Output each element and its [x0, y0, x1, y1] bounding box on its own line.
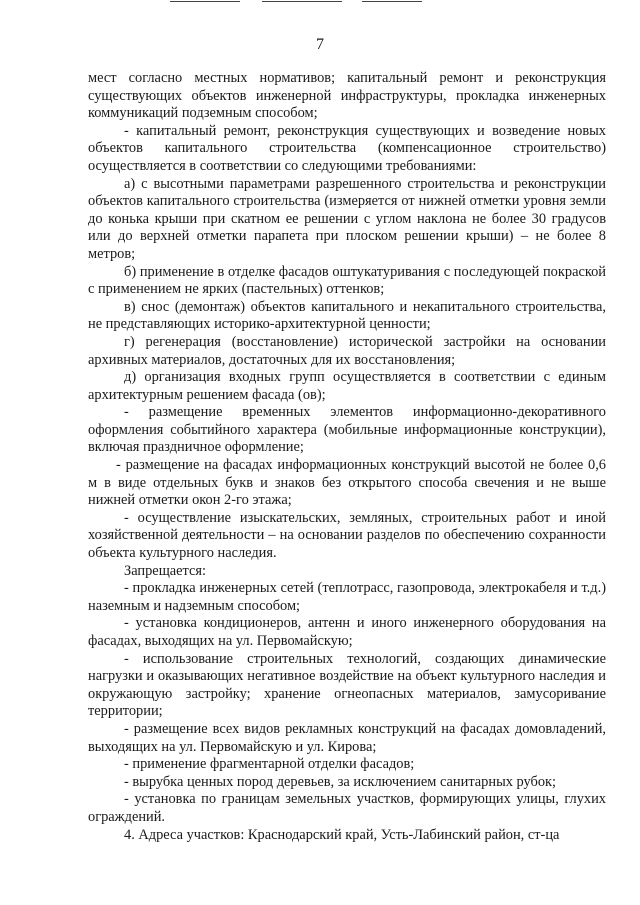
- requirement-v: в) снос (демонтаж) объектов капитального и некапитального строительства, не представляющих историко-архитектурной ценности;: [88, 298, 606, 333]
- paragraph-capital-repair: - капитальный ремонт, реконструкция существующих и возведение новых объектов капитального строительства (компенсационное строительство) осуществляется в соответствии со следующими требованиями:: [88, 122, 606, 174]
- requirement-d: д) организация входных групп осуществляется в соответствии с единым архитектурным решением фасада (ов);: [88, 369, 606, 403]
- prohibited-item-tree-cutting: - вырубка ценных пород деревьев, за исключением санитарных рубок;: [124, 773, 557, 790]
- prohibited-item-fragmentary-finish: - применение фрагментарной отделки фасадов;: [124, 756, 415, 773]
- document-body: [88, 70, 606, 844]
- scan-artifact-lines: [170, 0, 430, 4]
- paragraph-survey-works: - осуществление изыскательских, земляных, строительных работ и иной хозяйственной деятельности – на основании разделов по обеспечению сохранности объекта культурного наследия.: [88, 509, 606, 562]
- prohibited-item-fences: - установка по границам земельных участков, формирующих улицы, глухих ограждений.: [88, 791, 606, 825]
- prohibited-item-technologies: - использование строительных технологий, создающих динамические нагрузки и оказывающих негативное воздействие на объект культурного наследия и окружающую застройку; хранение огнеопасных материалов, замусоривание территории;: [88, 650, 606, 720]
- requirement-a: а) с высотными параметрами разрешенного строительства и реконструкции объектов капитального строительства (измеряется от нижней отметки уровня земли до конька крыши при скатном ее решении с углом наклона не более 30 градусов или до верхней отметки парапета при плоском решении крыши) – не более 8 метров;: [88, 175, 606, 262]
- requirement-g: г) регенерация (восстановление) исторической застройки на основании архивных материалов, достаточных для их восстановления;: [88, 333, 606, 368]
- page-number: 7: [316, 36, 324, 53]
- paragraph-temporary-elements: - размещение временных элементов информационно-декоративного оформления событийного характера (мобильные информационные конструкции), включая праздничное оформление;: [88, 404, 606, 456]
- prohibited-item-air-conditioners: - установка кондиционеров, антенн и иного инженерного оборудования на фасадах, выходящих на ул. Первомайскую;: [88, 615, 606, 649]
- paragraph-addresses: 4. Адреса участков: Краснодарский край, Усть-Лабинский район, ст-ца: [124, 826, 560, 843]
- requirement-b: б) применение в отделке фасадов оштукатуривания с последующей покраской с применением не ярких (пастельных) оттенков;: [88, 263, 606, 298]
- prohibited-item-advertising: - размещение всех видов рекламных конструкций на фасадах домовладений, выходящих на ул. Первомайскую и ул. Кирова;: [88, 720, 606, 755]
- paragraph-continued: мест согласно местных нормативов; капитальный ремонт и реконструкция существующих объектов инженерной инфраструктуры, прокладка инженерных коммуникаций подземным способом;: [88, 70, 606, 122]
- paragraph-info-constructions: - размещение на фасадах информационных конструкций высотой не более 0,6 м в виде отдельных букв и знаков без открытого способа свечения и не выше нижней отметки окон 2-го этажа;: [88, 457, 606, 509]
- prohibited-heading: Запрещается:: [124, 562, 207, 579]
- prohibited-item-networks: - прокладка инженерных сетей (теплотрасс, газопровода, электрокабеля и т.д.) наземным и надземным способом;: [88, 580, 606, 614]
